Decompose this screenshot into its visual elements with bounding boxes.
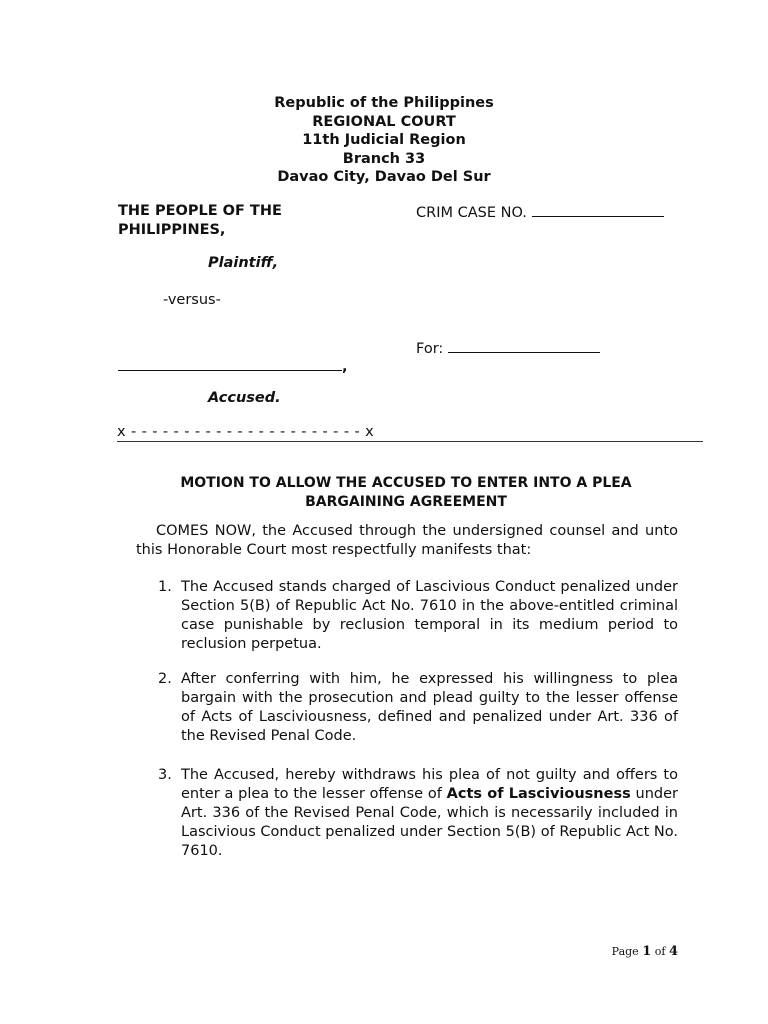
plaintiff-name-line1: THE PEOPLE OF THE: [118, 203, 282, 219]
item-text: After conferring with him, he expressed his willingness to plea bargain with the prosecution and plead guilty to the lesser offense of Acts of Lasciviousness, defined and penalized under Art. 336 of the Revised Penal Code.: [181, 671, 678, 744]
caption-separator: x - - - - - - - - - - - - - - - - - - - - - - x: [117, 424, 375, 440]
item-number: 1.: [158, 579, 172, 595]
page-total: 4: [668, 944, 678, 959]
intro-paragraph: COMES NOW, the Accused through the undersigned counsel and unto this Honorable Court most respectfully manifests that:: [136, 523, 678, 558]
item-text: [181, 766, 678, 861]
header-republic: Republic of the Philippines: [274, 95, 494, 111]
item-text: The Accused stands charged of Lascivious Conduct penalized under Section 5(B) of Republic Act No. 7610 in the above-entitled criminal case punishable by reclusion temporal in its medium period to reclusion perpetua.: [181, 579, 678, 652]
header-branch: Branch 33: [342, 150, 426, 167]
list-item: [158, 670, 678, 746]
page-of-word: of: [654, 945, 666, 958]
accused-comma: ,: [342, 359, 348, 375]
page-word: Page: [611, 945, 639, 958]
court-header: [0, 94, 768, 187]
motion-title-line1: MOTION TO ALLOW THE ACCUSED TO ENTER INTO A PLEA: [180, 475, 632, 491]
list-item: [158, 766, 678, 861]
item-text-emphasis: Acts of Lasciviousness: [446, 786, 631, 802]
header-city: Davao City, Davao Del Sur: [277, 169, 491, 185]
motion-title-line2: BARGAINING AGREEMENT: [305, 493, 507, 510]
versus-label: -versus-: [163, 292, 221, 308]
motion-title: [130, 474, 682, 511]
page-footer: [612, 944, 678, 959]
caption-divider: [117, 441, 703, 442]
item-text-start: The Accused, hereby withdraws his plea of not guilty and offers to enter a plea to the lesser offense of: [181, 767, 678, 802]
accused-name-line: [118, 356, 348, 377]
plaintiff-role: Plaintiff,: [208, 255, 279, 271]
page-number: 1: [642, 944, 652, 959]
header-region: 11th Judicial Region: [302, 132, 466, 148]
item-number: 2.: [158, 671, 172, 687]
plaintiff-name-line2: PHILIPPINES,: [118, 222, 226, 238]
case-no-blank[interactable]: [532, 202, 664, 217]
case-no-line: [416, 202, 664, 223]
accused-role: Accused.: [208, 390, 281, 406]
accused-name-blank[interactable]: [118, 356, 342, 371]
case-no-label: CRIM CASE NO.: [416, 205, 527, 221]
for-label: For:: [416, 341, 444, 357]
list-item: [158, 578, 678, 654]
for-blank[interactable]: [448, 338, 600, 353]
for-line: [416, 338, 600, 359]
item-number: 3.: [158, 767, 172, 783]
header-court: REGIONAL COURT: [312, 113, 456, 130]
item-text-end: under Art. 336 of the Revised Penal Code, which is necessarily included in Lascivious Conduct penalized under Section 5(B) of Republic Act No. 7610.: [181, 786, 678, 859]
